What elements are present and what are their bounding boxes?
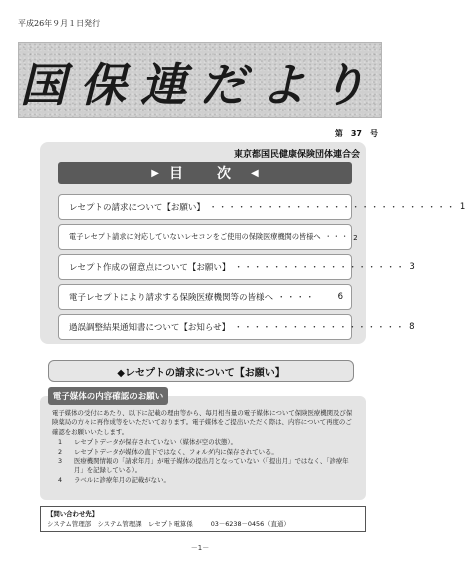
list-item: 2 レセプトデータが媒体の直下ではなく、フォルダ内に保存されている。 — [58, 447, 278, 456]
toc-heading-label: 目 次 — [169, 166, 241, 182]
toc-item-page: 2 — [353, 232, 358, 242]
contact-phone[interactable]: 03－6238－0456（直通） — [210, 520, 290, 528]
section-title: ◆レセプトの請求について【お願い】 — [48, 360, 354, 382]
toc-item-title: レセプトの請求について【お願い】 — [69, 203, 205, 213]
masthead-banner — [18, 42, 382, 118]
toc-item-title: 過誤調整結果通知書について【お知らせ】 — [69, 323, 231, 333]
toc-item-4[interactable] — [58, 284, 352, 310]
notice-title: 電子媒体の内容確認のお願い — [48, 387, 168, 405]
toc-item-page: 3 — [409, 262, 415, 272]
triangle-right-icon: ▶ — [151, 167, 159, 179]
toc-item-5[interactable] — [58, 314, 415, 340]
list-item: 4 ラベルに診療年月の記載がない。 — [58, 475, 170, 484]
toc-item-3[interactable] — [58, 254, 415, 280]
notice-box — [40, 396, 366, 500]
toc-leader-dots: ・・・・・・・・・・・・・・・・・・ — [234, 323, 406, 333]
issue-number: 第 37 号 — [334, 129, 378, 138]
contact-box — [40, 506, 366, 532]
organization-name: 東京都国民健康保険団体連合会 — [233, 150, 360, 160]
notice-intro: 電子媒体の受付にあたり、以下に記載の理由等から、毎月相当量の電子媒体について保険医療機関及び保険薬局の方々に再作成等をいただいております。電子媒体をご提出いただく際は、内容について再度のご確認をお願いいたします。 — [52, 409, 353, 436]
toc-item-page: 1 — [459, 202, 465, 212]
masthead-title: 国保連だより — [20, 58, 380, 112]
list-item: 3 医療機関情報の「請求年月」が電子媒体の提出月となっていない（「提出月」ではなく、「診療年月」を記録している）。 — [58, 457, 349, 475]
toc-leader-dots: ・・・・・・・・・・・・・・・・・・・・・・・・・・ — [208, 203, 456, 213]
toc-item-title: 電子レセプトにより請求する保険医療機関等の皆様へ — [69, 293, 274, 303]
toc-item-title: 電子レセプト請求に対応していないレセコンをご使用の保険医療機関の皆様へ — [69, 232, 321, 241]
toc-leader-dots: ・・・・・・・・・・・・・・・・・・ — [234, 263, 406, 273]
toc-item-page: 6 — [337, 292, 343, 302]
toc-item-2[interactable] — [58, 224, 358, 250]
publication-date: 平成26年９月１日発行 — [18, 19, 101, 28]
toc-item-title: レセプト作成の留意点について【お願い】 — [69, 263, 231, 273]
toc-leader-dots: ・・・ — [324, 232, 350, 241]
toc-item-page: 8 — [409, 322, 415, 332]
contact-department: システム管理部 システム管理課 レセプト電算係 — [47, 520, 193, 528]
contact-label: 【問い合わせ先】 — [47, 510, 99, 518]
toc-item-1[interactable] — [58, 194, 465, 220]
toc-leader-dots: ・・・・ — [277, 293, 316, 303]
toc-heading — [58, 162, 352, 184]
page-number: －1－ — [190, 544, 210, 552]
list-item: 1 レセプトデータが保存されていない（媒体が空の状態）。 — [58, 438, 237, 447]
notice-list — [52, 438, 356, 485]
triangle-left-icon: ◀ — [251, 167, 259, 179]
